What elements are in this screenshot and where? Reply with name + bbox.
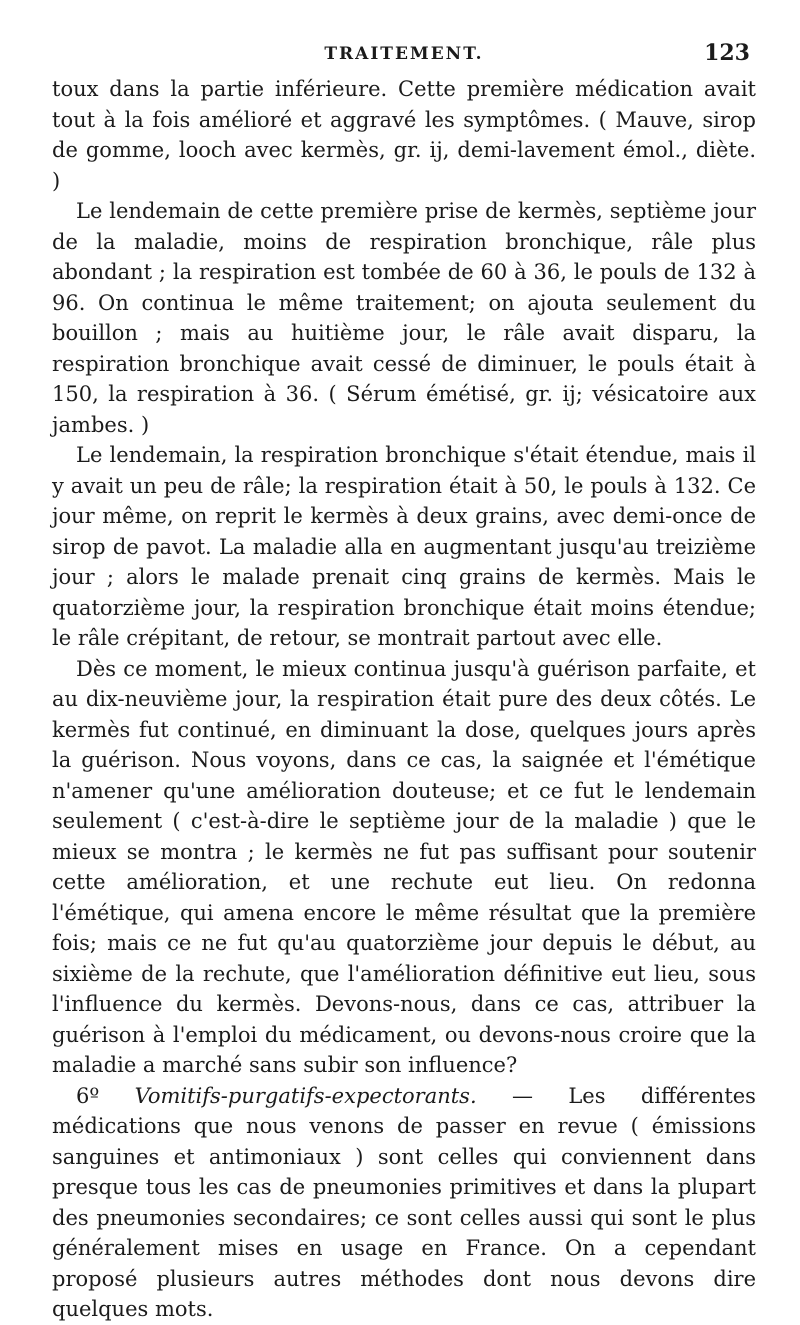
paragraph-continuation: toux dans la partie inférieure. Cette première médication avait tout à la fois amélioré et aggravé les symptômes. ( Mauve, sirop de gomme, looch avec kermès, gr. ij, demi-lavement émol., diète. ) — [52, 77, 756, 193]
running-title: TRAITEMENT. — [324, 44, 484, 64]
paragraph: Le lendemain de cette première prise de kermès, septième jour de la maladie, moins de respiration bronchique, râle plus abondant ; la respiration est tombée de 60 à 36, le pouls de 132 à 96. On continua le même traitement; on ajouta seulement du bouillon ; mais au huitième jour, le râle avait disparu, la respiration bronchique avait cessé de diminuer, le pouls était à 150, la respiration à 36. ( Sérum émétisé, gr. ij; vésicatoire aux jambes. ) — [52, 199, 756, 437]
section-title: Vomitifs-purgatifs-expectorants. — [134, 1083, 477, 1108]
section-paragraph — [52, 1081, 756, 1325]
section-number: 6º — [76, 1083, 100, 1108]
running-head — [52, 40, 756, 74]
paragraph: Dès ce moment, le mieux continua jusqu'à guérison parfaite, et au dix-neuvième jour, la respiration était pure des deux côtés. Le kermès fut continué, en diminuant la dose, quelques jours après la guérison. Nous voyons, dans ce cas, la saignée et l'émétique n'amener qu'une amélioration douteuse; et ce fut le lendemain seulement ( c'est-à-dire le septième jour de la maladie ) que le mieux se montra ; le kermès ne fut pas suffisant pour soutenir cette amélioration, et une rechute eut lieu. On redonna l'émétique, qui amena encore le même résultat que la première fois; mais ce ne fut qu'au quatorzième jour depuis le début, au sixième de la rechute, que l'amélioration définitive eut lieu, sous l'influence du kermès. Devons-nous, dans ce cas, attribuer la guérison à l'emploi du médicament, ou devons-nous croire que la maladie a marché sans subir son influence? — [52, 656, 756, 1077]
paragraph: Le lendemain, la respiration bronchique s'était étendue, mais il y avait un peu de râle; la respiration était à 50, le pouls à 132. Ce jour même, on reprit le kermès à deux grains, avec demi-once de sirop de pavot. La maladie alla en augmentant jusqu'au treizième jour ; alors le malade prenait cinq grains de kermès. Mais le quatorzième jour, la respiration bronchique était moins étendue; le râle crépitant, de retour, se montrait partout avec elle. — [52, 443, 756, 650]
section-text: — Les différentes médications que nous venons de passer en revue ( émissions sanguines et antimoniaux ) sont celles qui conviennent dans presque tous les cas de pneumonies primitives et dans la plupart des pneumonies secondaires; ce sont celles aussi qui sont le plus généralement mises en usage en France. On a cependant proposé plusieurs autres méthodes dont nous devons dire quelques mots. — [52, 1083, 756, 1321]
page-number: 123 — [704, 40, 750, 66]
